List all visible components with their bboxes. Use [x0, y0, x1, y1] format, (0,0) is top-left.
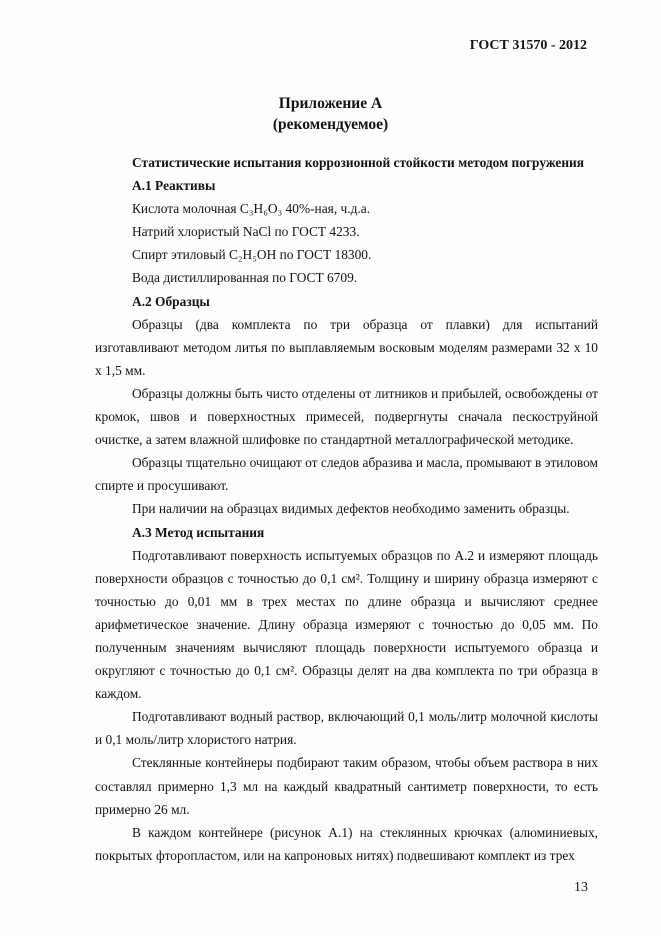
page-number: 13 [574, 880, 588, 895]
paragraph: Образцы тщательно очищают от следов абразива и масла, промывают в этиловом спирте и просушивают. [95, 455, 598, 494]
appendix-title [0, 93, 661, 135]
paragraph: При наличии на образцах видимых дефектов необходимо заменить образцы. [132, 501, 570, 517]
appendix-title-line1: Приложение А [278, 95, 383, 112]
reagent-item: Натрий хлористый NaCl по ГОСТ 4233. [132, 224, 360, 240]
section-a1-heading: А.1 Реактивы [132, 178, 216, 194]
document-number: ГОСТ 31570 - 2012 [469, 38, 587, 53]
section-a3-heading: А.3 Метод испытания [132, 524, 265, 540]
document-body [95, 151, 598, 867]
section-a2-heading: А.2 Образцы [132, 293, 210, 309]
main-heading: Статистические испытания коррозионной стойкости методом погружения [132, 155, 584, 170]
paragraph: Образцы должны быть чисто отделены от литников и прибылей, освобождены от кромок, швов и поверхностных примесей, подвергнуты сначала пескоструйной очистке, а затем влажной шлифовке по стандартной металлографической методике. [95, 385, 598, 448]
reagent-item: Кислота молочная С₃Н₆О₃ 40%-ная, ч.д.а. [132, 201, 371, 217]
reagent-item: Вода дистиллированная по ГОСТ 6709. [132, 270, 358, 286]
paragraph: В каждом контейнере (рисунок А.1) на стеклянных крючках (алюминиевых, покрытых фторопластом, или на капроновых нитях) подвешивают комплект из трех [95, 824, 598, 863]
appendix-title-line2: (рекомендуемое) [272, 116, 389, 133]
paragraph: Стеклянные контейнеры подбирают таким образом, чтобы объем раствора в них составлял примерно 1,3 мл на каждый квадратный сантиметр поверхности, то есть примерно 26 мл. [95, 755, 598, 817]
paragraph: Образцы (два комплекта по три образца от плавки) для испытаний изготавливают методом литья по выплавляемым восковым моделям размерами 32 х 10 х 1,5 мм. [95, 316, 598, 378]
paragraph: Подготавливают водный раствор, включающий 0,1 моль/литр молочной кислоты и 0,1 моль/литр хлористого натрия. [95, 709, 598, 748]
reagent-item: Спирт этиловый С₂Н₅ОН по ГОСТ 18300. [132, 247, 372, 263]
paragraph: Подготавливают поверхность испытуемых образцов по А.2 и измеряют площадь поверхности образцов с точностью до 0,1 см². Толщину и ширину образца измеряют с точностью до 0,01 мм в трех местах по длине образца и вычисляют среднее арифметическое значение. Длину образца измеряют с точностью до 0,05 мм. По полученным значениям вычисляют площадь поверхности испытуемого образца и округляют с точностью до 0,1 см². Образцы делят на два комплекта по три образца в каждом. [95, 547, 598, 702]
